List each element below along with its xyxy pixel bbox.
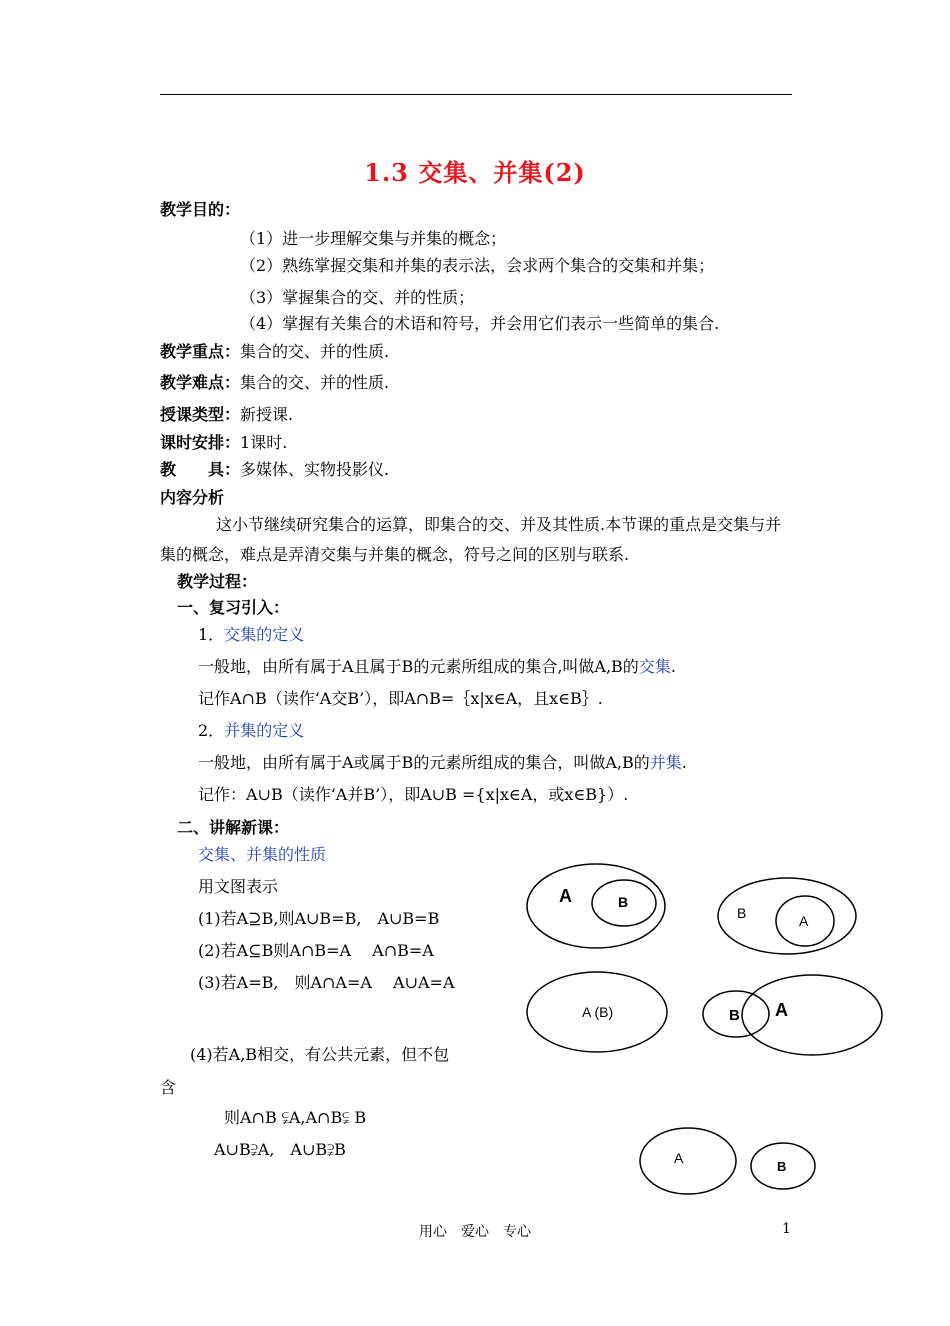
property-4: (4)若A,B相交，有公共元素，但不包 [190, 1045, 450, 1064]
venn-d1-label-b: B [618, 894, 629, 910]
venn-d4-label-b: B [729, 1007, 740, 1024]
objective-item: （3）掌握集合的交、并的性质； [240, 288, 475, 307]
venn-intro: 用文图表示 [198, 877, 279, 896]
objective-item: （4）掌握有关集合的术语和符号，并会用它们表示一些简单的集合. [240, 314, 720, 333]
meta-label: 教 具： [160, 460, 241, 479]
review-heading: 一、复习引入： [177, 598, 290, 617]
venn-d5-label-a: A [674, 1150, 684, 1166]
union-term-link[interactable]: 并集 [649, 753, 682, 772]
property-4-cont: 含 [160, 1078, 177, 1097]
definition-end: . [681, 753, 687, 772]
content-analysis-heading: 内容分析 [160, 488, 225, 507]
union-title-link[interactable]: 并集的定义 [224, 721, 305, 740]
new-lesson-heading: 二、讲解新课： [177, 818, 290, 837]
objective-item: （1）进一步理解交集与并集的概念； [240, 229, 507, 248]
intersection-title-link[interactable]: 交集的定义 [224, 625, 305, 644]
meta-value: 集合的交、并的性质. [240, 373, 390, 392]
venn-d2-label-a: A [799, 913, 809, 929]
venn-d5-left [640, 1128, 736, 1194]
objectives-heading: 教学目的： [160, 200, 241, 219]
objective-item: （2）熟练掌握交集和并集的表示法，会求两个集合的交集和并集； [240, 256, 715, 275]
union-notation: 记作：A∪B（读作‘A并B’），即A∪B ={x|x∈A，或x∈B}）. [198, 785, 629, 804]
meta-label: 授课类型： [160, 405, 241, 424]
definition-text: 一般地，由所有属于A或属于B的元素所组成的集合，叫做A,B的 [198, 753, 650, 772]
page-number: 1 [782, 1221, 791, 1237]
property-1: (1)若A⊇B,则A∪B=B, A∪B=B [198, 909, 440, 928]
property-4-intersection: 则A∩B ⫋A,A∩B⫋ B [224, 1108, 367, 1127]
process-heading: 教学过程： [177, 572, 258, 591]
definition-end: . [670, 657, 676, 676]
venn-d1-label-a: A [559, 886, 572, 906]
meta-label: 教学难点： [160, 373, 241, 392]
section-number: 1． [198, 625, 225, 644]
property-2: (2)若A⊆B则A∩B=A A∩B=A [198, 941, 434, 960]
venn-d2-label-b: B [737, 905, 747, 921]
section-number: 2． [198, 721, 225, 740]
properties-title-link[interactable]: 交集、并集的性质 [198, 845, 327, 864]
content-analysis-text: 这小节继续研究集合的运算，即集合的交、并及其性质.本节课的重点是交集与并集的概念，难点是弄清交集与并集的概念，符号之间的区别与联系. [160, 515, 782, 564]
meta-value: 新授课. [240, 405, 294, 424]
venn-d5-label-b: B [777, 1159, 787, 1174]
property-3: (3)若A=B, 则A∩A=A A∪A=A [198, 973, 455, 992]
page-title: 1.3 交集、并集(2) [364, 158, 586, 187]
meta-value: 1课时. [240, 433, 288, 452]
meta-value: 集合的交、并的性质. [240, 342, 390, 361]
intersection-notation: 记作A∩B（读作‘A交B’），即A∩B=｛x|x∈A，且x∈B｝. [198, 689, 603, 708]
footer-motto: 用心 爱心 专心 [419, 1224, 531, 1240]
meta-label: 课时安排： [160, 433, 241, 452]
venn-d1-outer [527, 864, 665, 948]
intersection-term-link[interactable]: 交集 [638, 657, 671, 676]
venn-d4-large [742, 975, 882, 1055]
property-4-union: A∪B⫌A, A∪B⫌B [214, 1140, 346, 1159]
meta-label: 教学重点： [160, 342, 241, 361]
venn-d3-label: A (B) [582, 1004, 614, 1020]
venn-d4-label-a: A [775, 1000, 788, 1020]
meta-value: 多媒体、实物投影仪. [240, 460, 390, 479]
definition-text: 一般地，由所有属于A且属于B的元素所组成的集合,叫做A,B的 [198, 657, 639, 676]
